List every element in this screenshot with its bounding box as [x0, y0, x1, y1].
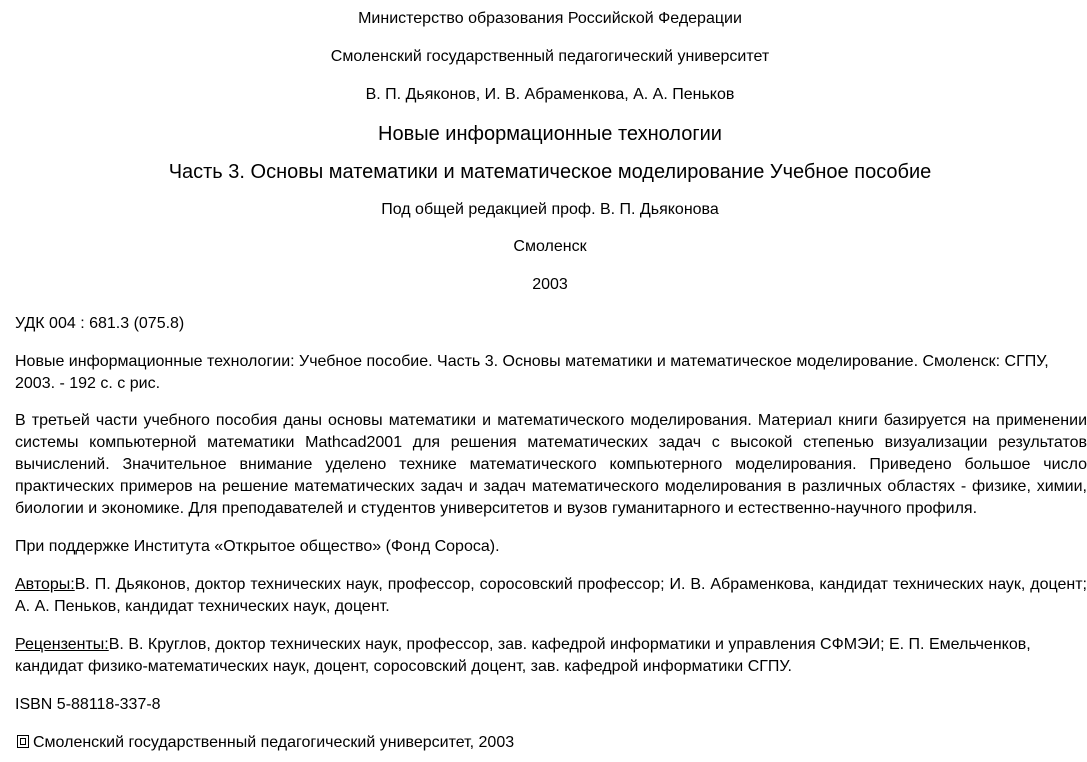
city-line: Смоленск [513, 238, 587, 255]
copyright-glyph-icon [17, 735, 29, 748]
year-line: 2003 [532, 276, 568, 293]
udk-paragraph: УДК 004 : 681.3 (075.8) [15, 315, 185, 332]
book-title: Новые информационные технологии [378, 123, 722, 145]
bibliographic-paragraph: Новые информационные технологии: Учебное пособие. Часть 3. Основы математики и математическое моделирование. Смоленск: СГПУ, 2003. - 192 с. с рис. [15, 353, 1049, 392]
authors-paragraph [15, 574, 1087, 618]
abstract-paragraph: В третьей части учебного пособия даны основы математики и математического моделирования. Материал книги базируется на применении системы компьютерной математики Mathcad2001 для решения математических задач с высокой степенью визуализации результатов вычислений. Значительное внимание уделено технике математического компьютерного моделирования. Приведено большое число практических примеров на решение математических задач и задач математического моделирования в различных областях - физике, химии, биологии и экономике. Для преподавателей и студентов университетов и вузов гуманитарного и естественно-научного профиля. [15, 412, 1087, 517]
isbn-paragraph: ISBN 5-88118-337-8 [15, 696, 161, 713]
reviewers-label: Рецензенты: [15, 636, 109, 653]
ministry-line: Министерство образования Российской Федерации [358, 10, 742, 27]
support-paragraph: При поддержке Института «Открытое общество» (Фонд Сороса). [15, 538, 500, 555]
reviewers-text: В. В. Круглов, доктор технических наук, профессор, зав. кафедрой информатики и управления СФМЭИ; Е. П. Емельченков, кандидат физико-математических наук, доцент, соросовский доцент, зав. кафедрой информатики СГПУ. [15, 636, 1031, 675]
university-line: Смоленский государственный педагогический университет [330, 48, 770, 65]
book-subtitle: Часть 3. Основы математики и математическое моделирование Учебное пособие [168, 161, 932, 183]
authors-line: В. П. Дьяконов, И. В. Абраменкова, А. А. Пеньков [365, 86, 735, 103]
copyright-text: Смоленский государственный педагогический университет, 2003 [33, 734, 515, 751]
editor-line: Под общей редакцией проф. В. П. Дьяконова [381, 201, 719, 218]
reviewers-paragraph [15, 634, 1087, 678]
authors-text: В. П. Дьяконов, доктор технических наук, профессор, соросовский профессор; И. В. Абраменкова, кандидат технических наук, доцент; А. А. Пеньков, кандидат технических наук, доцент. [15, 576, 1087, 615]
authors-label: Авторы: [15, 576, 75, 593]
copyright-paragraph [15, 732, 1087, 754]
